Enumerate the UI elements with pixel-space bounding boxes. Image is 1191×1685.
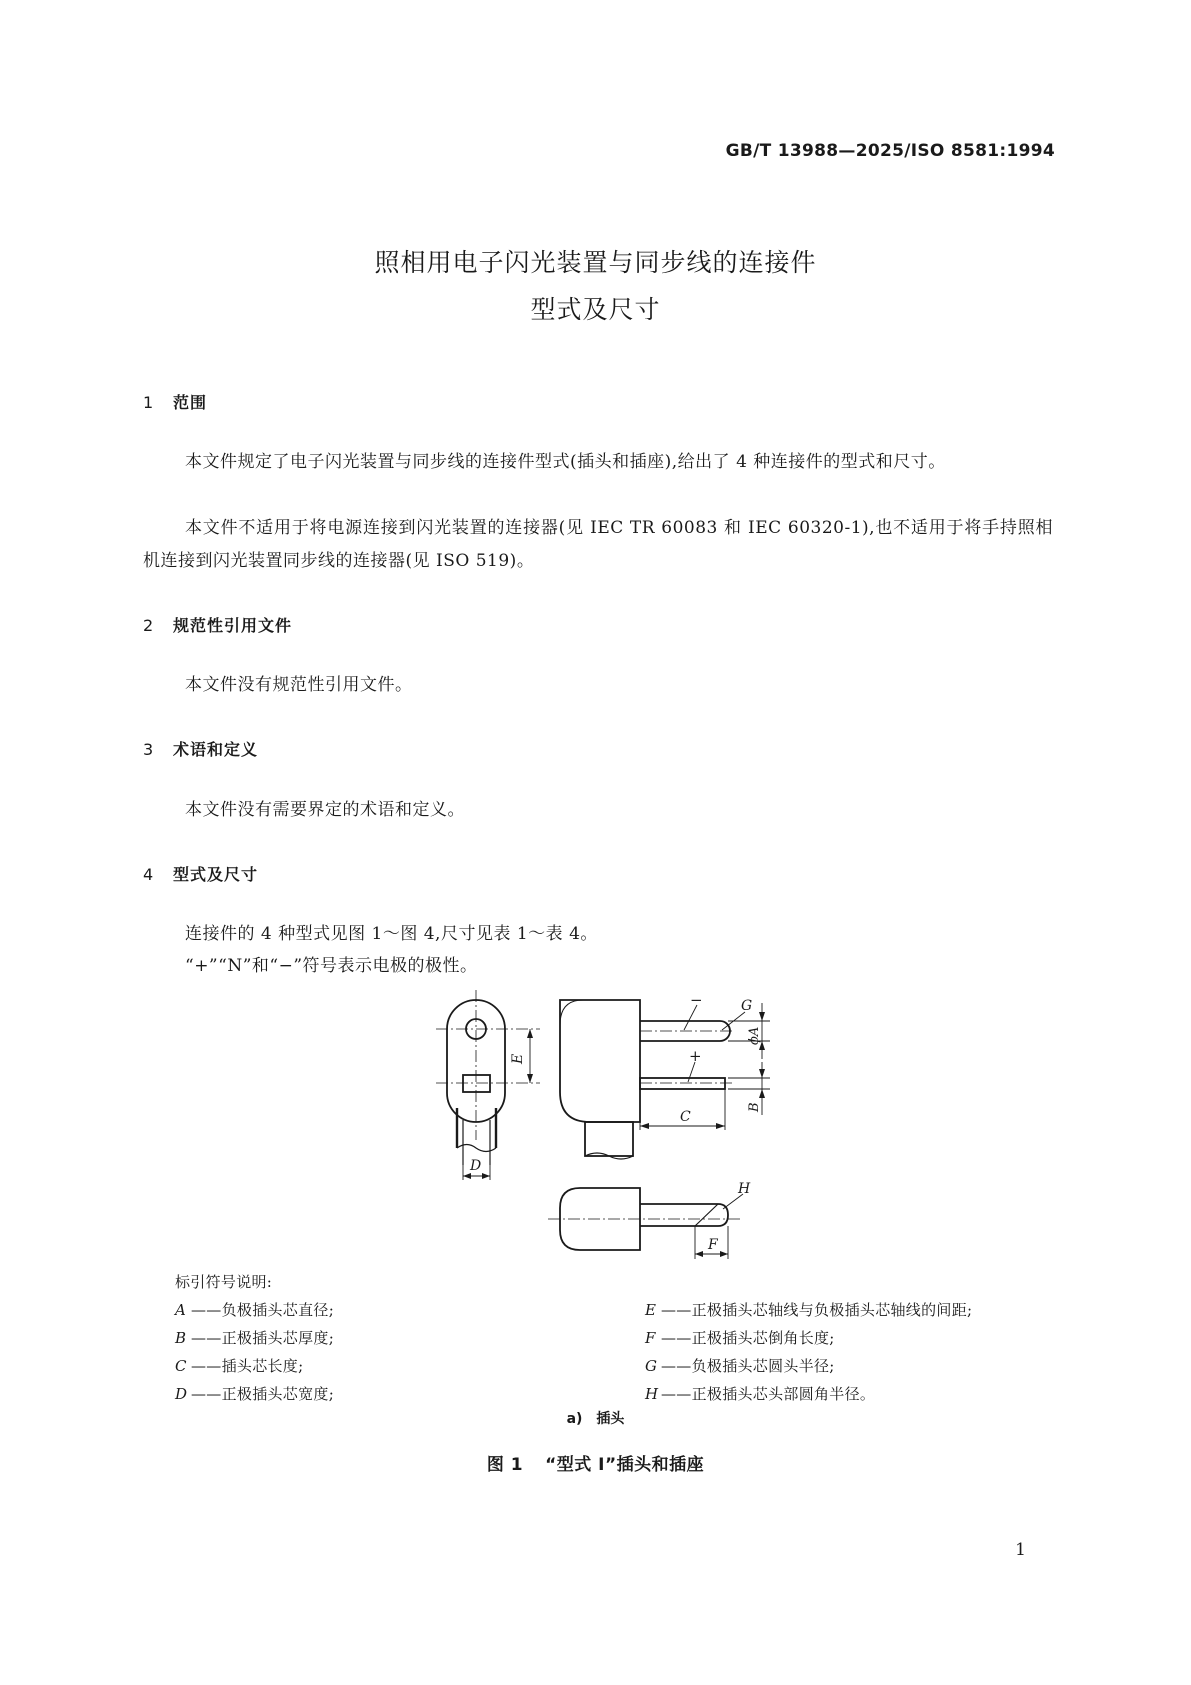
section-title: 术语和定义 <box>173 740 259 759</box>
legend-symbol: D <box>175 1385 188 1403</box>
section-title: 型式及尺寸 <box>173 865 259 884</box>
legend-right-column <box>645 1296 1075 1408</box>
section-title: 范围 <box>173 393 208 412</box>
legend-item <box>645 1324 1075 1352</box>
label-G: G <box>741 998 753 1014</box>
legend-text: ——正极插头芯头部圆角半径。 <box>661 1385 876 1403</box>
legend-text: ——插头芯长度; <box>191 1357 304 1375</box>
label-minus: − <box>690 991 703 1009</box>
label-A: ϕA <box>747 1026 762 1045</box>
subfigure-label: a) <box>566 1411 583 1427</box>
legend-symbol: B <box>175 1329 187 1347</box>
legend-text: ——负极插头芯直径; <box>191 1301 335 1319</box>
section-title: 规范性引用文件 <box>173 616 293 635</box>
section-3-paragraph-1: 本文件没有需要界定的术语和定义。 <box>185 800 465 820</box>
plug-side-view <box>560 1000 770 1159</box>
legend-title: 标引符号说明: <box>175 1273 273 1291</box>
section-2-paragraph-1: 本文件没有规范性引用文件。 <box>185 675 413 695</box>
legend-item <box>175 1296 615 1324</box>
section-4-paragraph-2: “+”“N”和“−”符号表示电极的极性。 <box>185 956 478 976</box>
legend-symbol: H <box>645 1385 659 1403</box>
document-subtitle: 型式及尺寸 <box>530 295 661 324</box>
section-1-paragraph-2: 本文件不适用于将电源连接到闪光装置的连接器(见 IEC TR 60083 和 IEC 60320-1),也不适用于将手持照相机连接到闪光装置同步线的连接器(见 ISO 519)。 <box>143 518 1053 571</box>
section-number: 1 <box>143 393 155 412</box>
legend-item <box>175 1352 615 1380</box>
label-H: H <box>738 1181 751 1197</box>
legend-item <box>645 1380 1075 1408</box>
legend-item <box>645 1352 1075 1380</box>
label-plus: + <box>689 1047 702 1065</box>
legend-text: ——正极插头芯厚度; <box>191 1329 335 1347</box>
figure-caption <box>0 1450 1191 1475</box>
document-title: 照相用电子闪光装置与同步线的连接件 <box>374 248 817 277</box>
legend-item <box>175 1324 615 1352</box>
subfigure-caption <box>0 1408 1191 1428</box>
legend-item <box>645 1296 1075 1324</box>
legend-text: ——正极插头芯倒角长度; <box>661 1329 835 1347</box>
section-4-paragraph-1: 连接件的 4 种型式见图 1～图 4,尺寸见表 1～表 4。 <box>185 924 598 944</box>
legend-item <box>175 1380 615 1408</box>
legend-text: ——正极插头芯宽度; <box>191 1385 335 1403</box>
label-C: C <box>680 1109 691 1125</box>
section-number: 2 <box>143 616 155 635</box>
legend-left-column <box>175 1296 615 1408</box>
legend-symbol: C <box>175 1357 187 1375</box>
label-D: D <box>470 1158 482 1174</box>
label-F: F <box>708 1237 718 1253</box>
legend-text: ——负极插头芯圆头半径; <box>661 1357 835 1375</box>
legend-text: ——正极插头芯轴线与负极插头芯轴线的间距; <box>661 1301 973 1319</box>
section-number: 4 <box>143 865 155 884</box>
subfigure-title: 插头 <box>596 1411 625 1427</box>
legend-symbol: A <box>175 1301 187 1319</box>
legend-symbol: G <box>645 1357 658 1375</box>
standard-code: GB/T 13988—2025/ISO 8581:1994 <box>725 141 1055 161</box>
figure-number: 图 1 <box>486 1455 524 1475</box>
section-number: 3 <box>143 740 155 759</box>
label-B: B <box>747 1102 762 1112</box>
legend-symbol: E <box>645 1301 657 1319</box>
figure-title: “型式 Ⅰ”插头和插座 <box>545 1455 705 1475</box>
page-number: 1 <box>1015 1540 1026 1560</box>
section-1-paragraph-1: 本文件规定了电子闪光装置与同步线的连接件型式(插头和插座),给出了 4 种连接件的型式和尺寸。 <box>185 452 946 472</box>
label-E: E <box>510 1053 526 1064</box>
plug-front-view <box>436 990 540 1180</box>
legend-symbol: F <box>645 1329 656 1347</box>
